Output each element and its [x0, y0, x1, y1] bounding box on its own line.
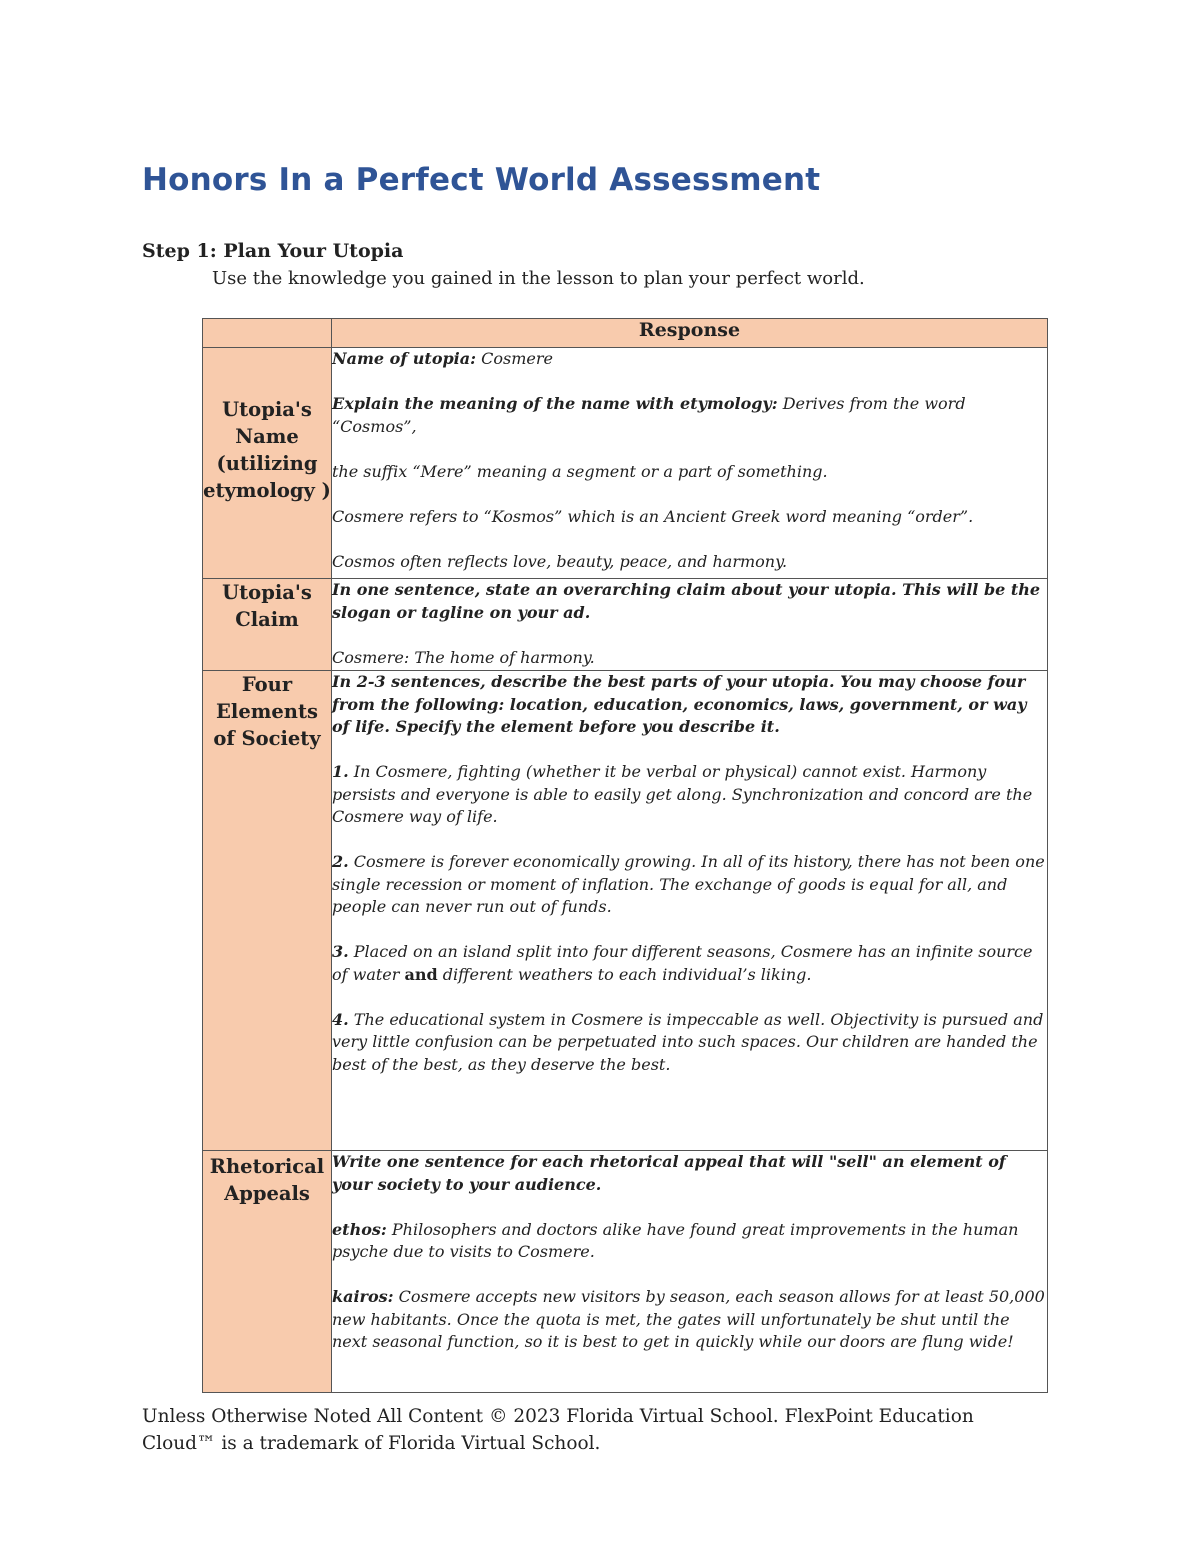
item-text: different weathers to each individual’s liking. [437, 964, 812, 984]
etymology-cosmos-line: Cosmos often reflects love, beauty, peace, and harmony. [332, 551, 788, 571]
item-number: 2. [332, 852, 349, 871]
list-item [332, 941, 1047, 986]
item-number: 1. [332, 762, 349, 781]
item-text: The educational system in Cosmere is impeccable as well. Objectivity is pursued and very little confusion can be perpetuated into such spaces. Our children are handed the best of the best, as they deserve the best. [332, 1009, 1044, 1074]
response-appeals [332, 1151, 1048, 1393]
item-text: In Cosmere, fighting (whether it be verbal or physical) cannot exist. Harmony persists and everyone is able to easily get along. Synchronization and concord are the Cosmere way of life. [332, 762, 1033, 826]
item-text: Cosmere is forever economically growing. In all of its history, there has not been one single recession or moment of inflation. The exchange of goods is equal for all, and people can never run out of funds. [332, 852, 1045, 916]
response-elements [332, 671, 1048, 1151]
etymology-suffix-line: the suffix “Mere” meaning a segment or a part of something. [332, 461, 828, 481]
etymology-kosmos-line: Cosmere refers to “Kosmos” which is an Ancient Greek word meaning “order”. [332, 506, 974, 526]
item-number: 4. [332, 1009, 349, 1029]
header-empty-cell [203, 319, 332, 348]
list-item [332, 761, 1047, 829]
table-row-appeals [203, 1151, 1048, 1393]
list-item [332, 851, 1047, 919]
step-instruction: Use the knowledge you gained in the lesson to plan your perfect world. [212, 268, 865, 289]
row-label-name: Utopia's Name (utilizing etymology ) [203, 348, 332, 579]
elements-prompt: In 2-3 sentences, describe the best parts of your utopia. You may choose four from the following: location, education, economics, laws, government, or way of life. Specify the element before you describe it. [332, 672, 1027, 736]
utopia-plan-table [202, 318, 1048, 1393]
row-label-elements: Four Elements of Society [203, 671, 332, 1151]
kairos-text: Cosmere accepts new visitors by season, each season allows for at least 50,000 new habitants. Once the quota is met, the gates will unfortunately be shut until the next seasonal function, so it is best to get in quickly while our doors are flung wide! [332, 1287, 1045, 1351]
step-heading: Step 1: Plan Your Utopia [142, 240, 404, 262]
table-header-row [203, 319, 1048, 348]
ethos-label: ethos: [332, 1219, 387, 1239]
response-claim [332, 579, 1048, 671]
explain-prompt: Explain the meaning of the name with etymology: [332, 394, 778, 413]
item-bold-word: and [404, 964, 438, 984]
table-row-claim [203, 579, 1048, 671]
claim-answer: Cosmere: The home of harmony. [332, 647, 595, 667]
table-row-elements [203, 671, 1048, 1151]
item-number: 3. [332, 942, 349, 961]
header-response: Response [332, 319, 1048, 348]
explain-value: Derives from the word “Cosmos”, [332, 394, 966, 436]
row-label-appeals: Rhetorical Appeals [203, 1151, 332, 1393]
row-label-claim: Utopia's Claim [203, 579, 332, 671]
kairos-label: kairos: [332, 1287, 394, 1306]
name-value: Cosmere [476, 349, 553, 368]
claim-prompt: In one sentence, state an overarching claim about your utopia. This will be the slogan or tagline on your ad. [332, 580, 1041, 622]
ethos-text: Philosophers and doctors alike have found great improvements in the human psyche due to visits to Cosmere. [332, 1219, 1019, 1261]
name-prompt: Name of utopia: [332, 349, 477, 368]
item-text: Placed on an island split into four different seasons, Cosmere has an infinite source of water [332, 942, 1033, 984]
table-row-name [203, 348, 1048, 579]
response-name [332, 348, 1048, 579]
appeals-prompt: Write one sentence for each rhetorical appeal that will "sell" an element of your society to your audience. [332, 1152, 1006, 1194]
list-item [332, 1009, 1047, 1077]
page-title: Honors In a Perfect World Assessment [142, 162, 821, 198]
copyright-footer: Unless Otherwise Noted All Content © 2023 Florida Virtual School. FlexPoint Education Cloud™ is a trademark of Florida Virtual School. [142, 1406, 974, 1454]
